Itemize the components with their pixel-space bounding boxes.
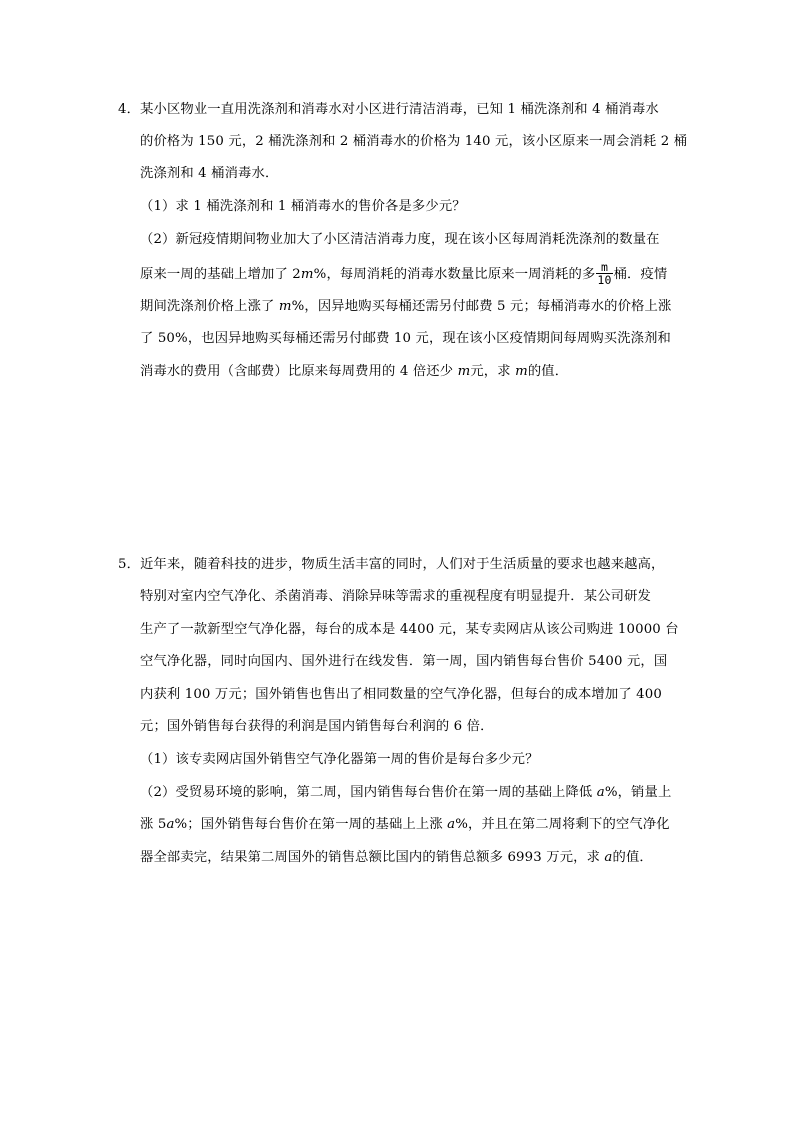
- problem-4-line-1: 4．某小区物业一直用洗涤剂和消毒水对小区进行清洁消毒，已知 1 桶洗涤剂和 4 桶消毒水: [118, 102, 659, 117]
- problem-5-line-1: 5．近年来，随着科技的进步，物质生活丰富的同时，人们对于生活质量的要求也越来越高，: [118, 557, 665, 572]
- problem-5-number: 5．: [118, 557, 141, 572]
- problem-4-question-2-line-4: 了 50%，也因异地购买每桶还需另付邮费 10 元，现在该小区疫情期间每周购买洗涤剂和: [140, 331, 671, 346]
- problem-5-line-5: 内获利 100 万元；国外销售也售出了相同数量的空气净化器，但每台的成本增加了 400: [140, 687, 662, 702]
- variable-m: m: [515, 364, 528, 379]
- problem-4-line-3: 洗涤剂和 4 桶消毒水．: [140, 166, 279, 181]
- variable-a: a: [166, 817, 175, 832]
- problem-4-question-1: （1）求 1 桶洗涤剂和 1 桶消毒水的售价各是多少元？: [140, 199, 466, 214]
- fraction-m-over-10: [596, 261, 612, 286]
- variable-a: a: [604, 850, 613, 865]
- problem-4-question-2-line-3: 期间洗涤剂价格上涨了 m%，因异地购买每桶还需另付邮费 5 元；每桶消毒水的价格上涨: [140, 299, 672, 314]
- problem-4-number: 4．: [118, 102, 141, 117]
- problem-5-question-2-line-3: 器全部卖完，结果第二周国外的销售总额比国内的销售总额多 6993 万元，求 a的值．: [140, 850, 653, 865]
- problem-5-line-3: 生产了一款新型空气净化器，每台的成本是 4400 元，某专卖网店从该公司购进 10000 台: [140, 622, 679, 637]
- problem-4-question-2-line-1: （2）新冠疫情期间物业加大了小区清洁消毒力度，现在该小区每周消耗洗涤剂的数量在: [140, 232, 660, 247]
- variable-m: m: [457, 364, 471, 379]
- variable-a: a: [447, 817, 456, 832]
- variable-m: m: [278, 299, 292, 314]
- variable-a: a: [596, 785, 605, 800]
- variable-m: m: [300, 267, 314, 282]
- fraction-numerator: m: [596, 261, 612, 274]
- problem-4-question-2-line-5: 消毒水的费用（含邮费）比原来每周费用的 4 倍还少 m元，求 m的值．: [140, 364, 569, 379]
- problem-5-line-4: 空气净化器，同时向国内、国外进行在线发售．第一周，国内销售每台售价 5400 元，国: [140, 654, 668, 669]
- problem-5-question-2-line-2: 涨 5a%；国外销售每台售价在第一周的基础上上涨 a%，并且在第二周将剩下的空气净化: [140, 817, 670, 832]
- problem-5-question-1: （1）该专卖网店国外销售空气净化器第一周的售价是每台多少元？: [140, 752, 539, 767]
- fraction-denominator: 10: [597, 273, 612, 287]
- problem-5-line-6: 元；国外销售每台获得的利润是国内销售每台利润的 6 倍．: [140, 719, 494, 734]
- problem-5-line-2: 特别对室内空气净化、杀菌消毒、消除异味等需求的重视程度有明显提升．某公司研发: [140, 589, 651, 604]
- problem-5-question-2-line-1: （2）受贸易环境的影响，第二周，国内销售每台售价在第一周的基础上降低 a%，销量上: [140, 785, 672, 800]
- problem-4-line-2: 的价格为 150 元，2 桶洗涤剂和 2 桶消毒水的价格为 140 元，该小区原来一周会消耗 2 桶: [140, 134, 688, 149]
- problem-4-question-2-line-2: 原来一周的基础上增加了 2m%，每周消耗的消毒水数量比原来一周消耗的多 $\frac{m}{10}$ 桶．疫情: [140, 260, 668, 287]
